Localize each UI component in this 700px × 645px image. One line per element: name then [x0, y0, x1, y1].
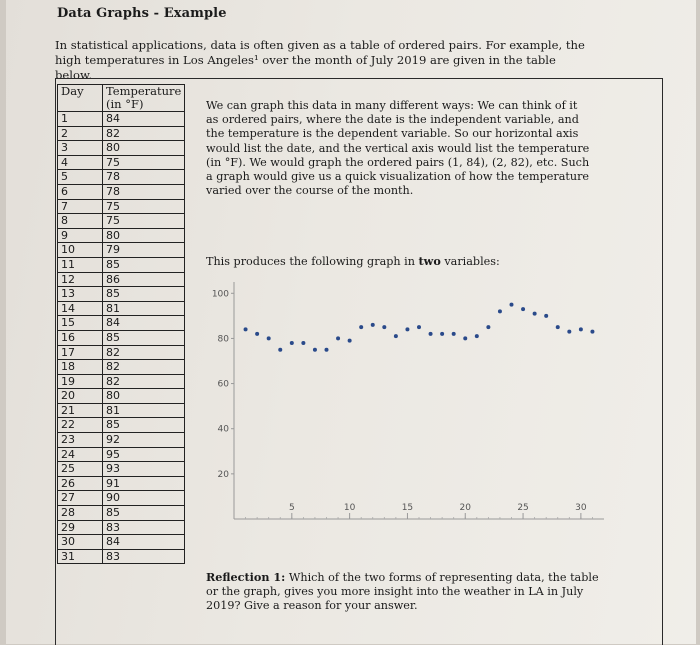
table-row: [58, 272, 185, 287]
day-cell: 31: [58, 549, 103, 564]
table-row: [58, 330, 185, 345]
day-cell: 19: [58, 374, 103, 389]
day-cell: 20: [58, 389, 103, 404]
day-cell: 30: [58, 535, 103, 550]
y-tick-label: 100: [211, 289, 229, 300]
y-tick-label: 20: [217, 469, 229, 480]
table-row: [58, 301, 185, 316]
day-cell: 14: [58, 301, 103, 316]
day-cell: 13: [58, 287, 103, 302]
table-row: [58, 549, 185, 564]
table-row: [58, 155, 185, 170]
graph-intro-text: [206, 254, 500, 268]
x-tick-label: 25: [517, 503, 529, 513]
data-point: [533, 312, 537, 316]
data-point: [371, 323, 375, 327]
day-cell: 6: [58, 184, 103, 199]
table-row: [58, 287, 185, 302]
table-row: [58, 170, 185, 185]
data-point: [278, 348, 282, 352]
temperature-cell: 93: [103, 462, 185, 477]
reflection-text: Which of the two forms of representing data, the table or the graph, gives you more insight into the weather in LA in July 2019? Give a reason for your answer.: [206, 571, 599, 613]
data-point: [521, 307, 525, 311]
temperature-cell: 82: [103, 345, 185, 360]
data-point: [267, 336, 271, 340]
temperature-cell: 81: [103, 403, 185, 418]
explanation-paragraph: We can graph this data in many different ways: We can think of it as ordered pairs, where the date is the independent variable, and the temperature is the dependent variable. So our horizontal axis would list the date, and the vertical axis would list the temperature (in °F). We would graph the ordered pairs (1, 84), (2, 82), etc. Such a graph would give us a quick visualization of how the temperature varied over the course of the month.: [206, 99, 590, 198]
intro-paragraph: In statistical applications, data is often given as a table of ordered pairs. For example, the high temperatures in Los Angeles¹ over the month of July 2019 are given in the table below.: [55, 38, 585, 82]
day-cell: 22: [58, 418, 103, 433]
table-row: [58, 506, 185, 521]
temperature-cell: 83: [103, 549, 185, 564]
header-temperature: Temperature (in °F): [103, 85, 185, 112]
x-tick-label: 15: [401, 503, 414, 513]
temperature-cell: 95: [103, 447, 185, 462]
data-point: [579, 327, 583, 331]
x-tick-label: 20: [459, 503, 471, 513]
temperature-scatter-chart: [200, 278, 620, 538]
data-point: [567, 330, 571, 334]
day-cell: 28: [58, 506, 103, 521]
data-point: [590, 330, 594, 334]
x-tick-label: 30: [575, 503, 587, 513]
temperature-cell: 75: [103, 214, 185, 229]
x-tick-label: 10: [343, 503, 356, 513]
y-tick-label: 60: [217, 379, 229, 390]
temperature-cell: 84: [103, 112, 185, 127]
table-row: [58, 447, 185, 462]
table-header-row: [58, 85, 185, 112]
data-point: [336, 336, 340, 340]
day-cell: 15: [58, 316, 103, 331]
day-cell: 26: [58, 476, 103, 491]
temperature-cell: 85: [103, 506, 185, 521]
temperature-cell: 85: [103, 287, 185, 302]
temperature-cell: 83: [103, 520, 185, 535]
temperature-cell: 82: [103, 374, 185, 389]
data-point: [486, 325, 490, 329]
graph-intro-prefix: This produces the following graph in: [206, 255, 419, 268]
table-row: [58, 184, 185, 199]
table-row: [58, 535, 185, 550]
data-point: [394, 334, 398, 338]
temperature-cell: 85: [103, 418, 185, 433]
temperature-cell: 80: [103, 141, 185, 156]
temperature-cell: 85: [103, 330, 185, 345]
data-point: [313, 348, 317, 352]
temperature-cell: 91: [103, 476, 185, 491]
day-cell: 18: [58, 360, 103, 375]
table-row: [58, 476, 185, 491]
day-cell: 11: [58, 257, 103, 272]
temperature-cell: 92: [103, 433, 185, 448]
table-row: [58, 374, 185, 389]
temperature-cell: 86: [103, 272, 185, 287]
data-point: [244, 327, 248, 331]
temperature-cell: 78: [103, 184, 185, 199]
day-cell: 10: [58, 243, 103, 258]
day-cell: 7: [58, 199, 103, 214]
data-point: [463, 336, 467, 340]
data-point: [290, 341, 294, 345]
day-cell: 23: [58, 433, 103, 448]
temperature-cell: 75: [103, 155, 185, 170]
data-point: [440, 332, 444, 336]
day-cell: 25: [58, 462, 103, 477]
temperature-cell: 84: [103, 535, 185, 550]
data-point: [301, 341, 305, 345]
table-row: [58, 520, 185, 535]
temperature-cell: 78: [103, 170, 185, 185]
day-cell: 17: [58, 345, 103, 360]
data-point: [359, 325, 363, 329]
table-row: [58, 345, 185, 360]
data-point: [475, 334, 479, 338]
table-row: [58, 126, 185, 141]
temperature-cell: 84: [103, 316, 185, 331]
temperature-cell: 79: [103, 243, 185, 258]
day-cell: 2: [58, 126, 103, 141]
table-row: [58, 433, 185, 448]
table-row: [58, 389, 185, 404]
graph-intro-suffix: variables:: [440, 255, 500, 268]
table-row: [58, 141, 185, 156]
temperature-cell: 75: [103, 199, 185, 214]
day-cell: 27: [58, 491, 103, 506]
x-tick-label: 5: [288, 503, 295, 513]
data-point: [452, 332, 456, 336]
day-cell: 24: [58, 447, 103, 462]
data-point: [255, 332, 259, 336]
y-tick-label: 40: [217, 424, 229, 435]
day-cell: 8: [58, 214, 103, 229]
table-row: [58, 228, 185, 243]
data-point: [405, 327, 409, 331]
page-title: Data Graphs - Example: [57, 6, 227, 21]
day-cell: 3: [58, 141, 103, 156]
day-cell: 21: [58, 403, 103, 418]
table-row: [58, 316, 185, 331]
graph-intro-bold: two: [418, 254, 441, 268]
temperature-cell: 82: [103, 360, 185, 375]
temperature-cell: 90: [103, 491, 185, 506]
data-point: [348, 339, 352, 343]
temperature-cell: 81: [103, 301, 185, 316]
table-row: [58, 214, 185, 229]
table-row: [58, 360, 185, 375]
temperature-cell: 82: [103, 126, 185, 141]
temperature-cell: 80: [103, 389, 185, 404]
data-point: [556, 325, 560, 329]
day-cell: 4: [58, 155, 103, 170]
table-row: [58, 243, 185, 258]
day-cell: 1: [58, 112, 103, 127]
day-cell: 12: [58, 272, 103, 287]
table-row: [58, 491, 185, 506]
y-tick-label: 80: [217, 334, 229, 345]
data-point: [382, 325, 386, 329]
reflection-question: [206, 570, 601, 614]
reflection-label: Reflection 1:: [206, 570, 286, 584]
day-cell: 9: [58, 228, 103, 243]
table-row: [58, 199, 185, 214]
data-point: [498, 309, 502, 313]
data-point: [544, 314, 548, 318]
data-point: [510, 303, 514, 307]
data-point: [325, 348, 329, 352]
table-row: [58, 112, 185, 127]
table-row: [58, 418, 185, 433]
data-point: [429, 332, 433, 336]
header-day: Day: [58, 85, 103, 112]
table-row: [58, 462, 185, 477]
day-cell: 16: [58, 330, 103, 345]
temperature-table: [57, 84, 185, 564]
day-cell: 5: [58, 170, 103, 185]
data-point: [417, 325, 421, 329]
table-row: [58, 257, 185, 272]
table-row: [58, 403, 185, 418]
temperature-cell: 80: [103, 228, 185, 243]
day-cell: 29: [58, 520, 103, 535]
temperature-cell: 85: [103, 257, 185, 272]
